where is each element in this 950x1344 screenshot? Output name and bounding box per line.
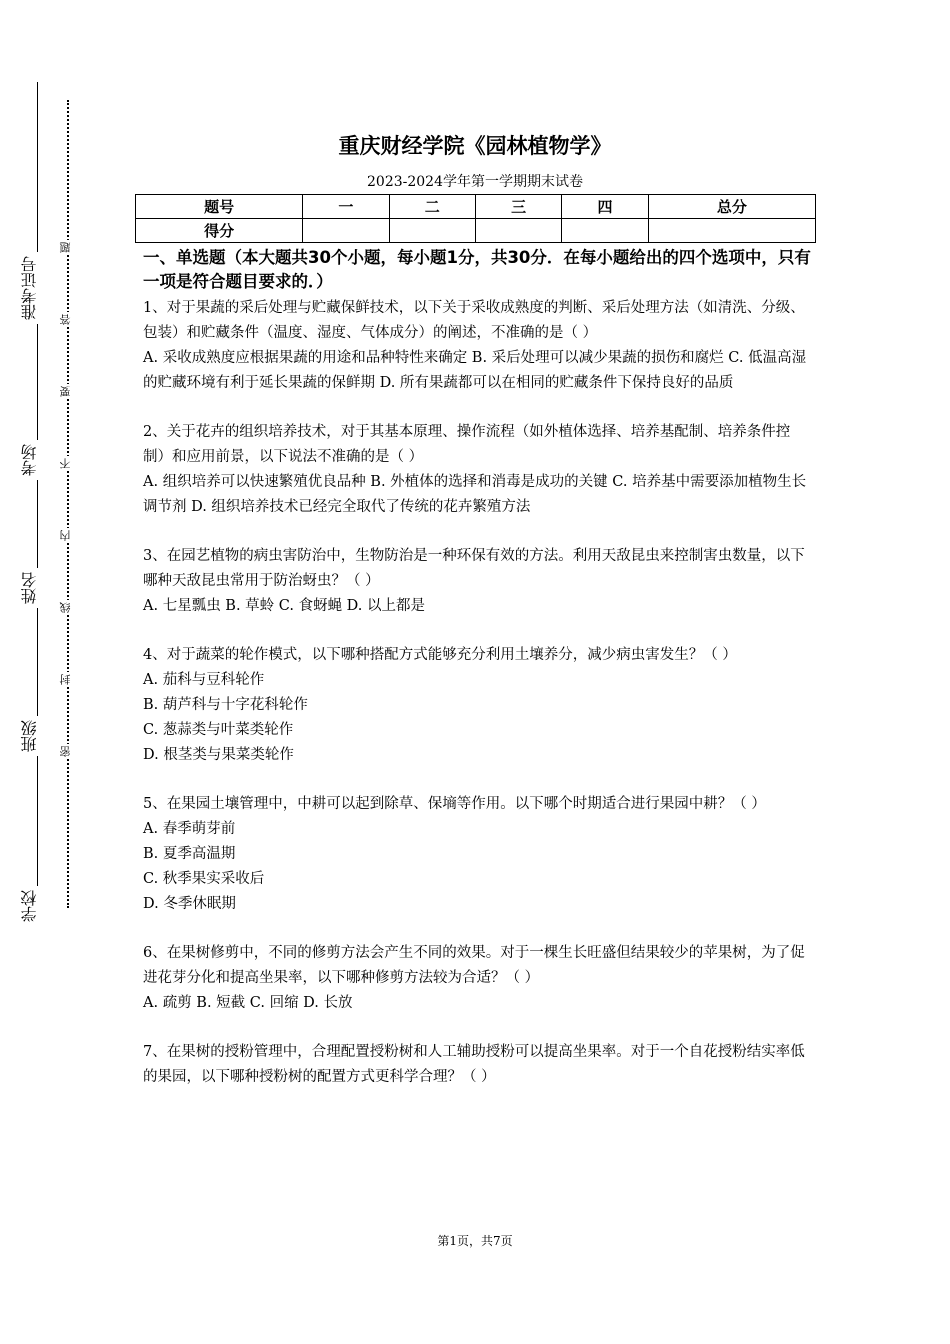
question-1 xyxy=(143,296,811,396)
question-stem: 7、在果树的授粉管理中，合理配置授粉树和人工辅助授粉可以提高坐果率。对于一个自花授粉结实率低的果园，以下哪种授粉树的配置方式更科学合理？（ ） xyxy=(143,1044,805,1085)
question-stem: 3、在园艺植物的病虫害防治中，生物防治是一种环保有效的方法。利用天敌昆虫来控制害虫数量，以下哪种天敌昆虫常用于防治蚜虫？（ ） xyxy=(143,548,805,589)
seal-char: 题 xyxy=(58,240,78,255)
field-class: 班级 xyxy=(18,716,54,756)
question-stem: 6、在果树修剪中，不同的修剪方法会产生不同的效果。对于一棵生长旺盛但结果较少的苹果树，为了促进花芽分化和提高坐果率，以下哪种修剪方法较为合适？（ ） xyxy=(143,945,805,986)
question-options: A. 采收成熟度应根据果蔬的用途和品种特性来确定 B. 采后处理可以减少果蔬的损伤和腐烂 C. 低温高湿的贮藏环境有利于延长果蔬的保鲜期 D. 所有果蔬都可以在相同的贮藏条件下保持良好的品质 xyxy=(143,350,807,391)
score-table-header-row xyxy=(136,195,816,219)
question-5 xyxy=(143,792,811,917)
option-a: A. 春季萌芽前 xyxy=(143,821,236,837)
score-header-cell: 三 xyxy=(475,195,561,219)
score-row-label: 得分 xyxy=(136,219,303,243)
score-cell xyxy=(475,219,561,243)
seal-char: 要 xyxy=(58,384,78,399)
binding-margin xyxy=(0,0,110,1344)
binding-dotted-line xyxy=(67,100,69,908)
section-heading: 一、单选题（本大题共30个小题，每小题1分，共30分．在每小题给出的四个选项中，只有一项是符合题目要求的．） xyxy=(143,248,811,291)
option-c: C. 葱蒜类与叶菜类轮作 xyxy=(143,722,294,738)
score-table-score-row xyxy=(136,219,816,243)
score-header-cell: 题号 xyxy=(136,195,303,219)
option-d: D. 根茎类与果菜类轮作 xyxy=(143,747,294,763)
seal-char: 答 xyxy=(58,312,78,327)
option-c: C. 秋季果实采收后 xyxy=(143,871,265,887)
question-options: A. 组织培养可以快速繁殖优良品种 B. 外植体的选择和消毒是成功的关键 C. 培养基中需要添加植物生长调节剂 D. 组织培养技术已经完全取代了传统的花卉繁殖方法 xyxy=(143,474,807,515)
question-stem: 1、对于果蔬的采后处理与贮藏保鲜技术，以下关于采收成熟度的判断、采后处理方法（如清洗、分级、包装）和贮藏条件（温度、湿度、气体成分）的阐述，不准确的是（ ） xyxy=(143,300,805,341)
field-school: 学校 xyxy=(18,886,54,926)
binding-solid-line xyxy=(37,82,38,922)
score-table xyxy=(135,194,816,243)
option-a: A. 茄科与豆科轮作 xyxy=(143,672,265,688)
score-header-cell: 一 xyxy=(303,195,389,219)
question-stem: 2、关于花卉的组织培养技术，对于其基本原理、操作流程（如外植体选择、培养基配制、培养条件控制）和应用前景，以下说法不准确的是（ ） xyxy=(143,424,791,465)
score-cell xyxy=(303,219,389,243)
option-b: B. 葫芦科与十字花科轮作 xyxy=(143,697,308,713)
question-4 xyxy=(143,643,811,768)
question-7 xyxy=(143,1040,811,1090)
page-footer: 第1页，共7页 xyxy=(437,1234,513,1248)
question-2 xyxy=(143,420,811,520)
question-options: A. 七星瓢虫 B. 草蛉 C. 食蚜蝇 D. 以上都是 xyxy=(143,598,426,614)
score-cell xyxy=(648,219,815,243)
option-d: D. 冬季休眠期 xyxy=(143,896,236,912)
exam-subtitle: 2023-2024学年第一学期期末试卷 xyxy=(367,174,583,190)
seal-char: 内 xyxy=(58,528,78,543)
score-cell xyxy=(562,219,648,243)
seal-char: 封 xyxy=(58,672,78,687)
question-stem: 5、在果园土壤管理中，中耕可以起到除草、保墒等作用。以下哪个时期适合进行果园中耕？（ ） xyxy=(143,796,766,812)
question-options: A. 疏剪 B. 短截 C. 回缩 D. 长放 xyxy=(143,995,353,1011)
score-header-cell: 四 xyxy=(562,195,648,219)
field-exam-id: 准考证号 xyxy=(18,252,54,324)
field-name: 姓名 xyxy=(18,568,54,608)
seal-char: 线 xyxy=(58,600,78,615)
option-b: B. 夏季高温期 xyxy=(143,846,236,862)
score-header-cell: 总分 xyxy=(648,195,815,219)
score-header-cell: 二 xyxy=(389,195,475,219)
exam-title: 重庆财经学院《园林植物学》 xyxy=(338,134,612,158)
question-3 xyxy=(143,544,811,619)
question-6 xyxy=(143,941,811,1016)
seal-char: 不 xyxy=(58,456,78,471)
exam-content xyxy=(143,246,811,1114)
score-cell xyxy=(389,219,475,243)
seal-char: 密 xyxy=(58,744,78,759)
question-stem: 4、对于蔬菜的轮作模式，以下哪种搭配方式能够充分利用土壤养分，减少病虫害发生？（ ） xyxy=(143,647,737,663)
field-exam-room: 考场 xyxy=(18,440,54,480)
